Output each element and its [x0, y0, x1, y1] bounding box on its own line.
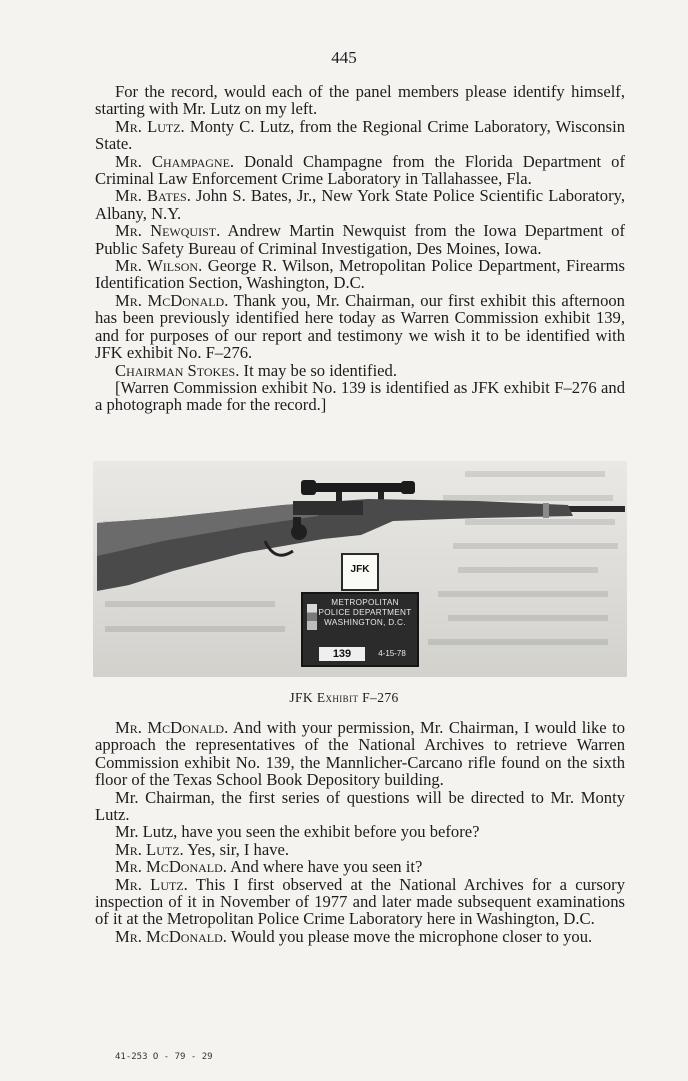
flag-icon — [307, 604, 317, 630]
paragraph-text: Would you please move the microphone closer to you. — [226, 926, 593, 946]
speaker-name: Mr. Bates. — [115, 186, 191, 206]
paragraph-text: John S. Bates, Jr., New York State Police Scientific Laboratory, Albany, N.Y. — [95, 186, 625, 223]
paragraph — [95, 789, 625, 824]
speaker-name: Mr. Champagne. — [115, 151, 235, 171]
speaker-name: Mr. Newquist. — [115, 221, 221, 241]
placard-line-3: WASHINGTON, D.C. — [324, 618, 406, 627]
placard-number: 139 — [319, 647, 365, 661]
rifle-scope — [308, 483, 408, 492]
testimony-top — [95, 83, 625, 414]
evidence-placard — [301, 592, 419, 667]
paragraph — [95, 823, 625, 840]
paragraph-text: Donald Champagne from the Florida Department of Criminal Law Enforcement Crime Laboratory in Tallahassee, Fla. — [95, 151, 625, 189]
speaker-name: Mr. McDonald. — [115, 926, 227, 946]
paragraph — [95, 928, 625, 945]
paragraph-text: Yes, sir, I have. — [183, 839, 290, 859]
speaker-name: Mr. McDonald. — [115, 290, 229, 310]
paragraph-text: Thank you, Mr. Chairman, our first exhibit this afternoon has been previously identified here today as Warren Commission exhibit 139, and for purposes of our report and testimony we wish it to be identified with JFK exhibit No. F–276. — [95, 290, 625, 363]
paragraph-text: Monty C. Lutz, from the Regional Crime Laboratory, Wisconsin State. — [95, 116, 625, 154]
photo-caption — [0, 690, 688, 706]
paragraph — [95, 858, 625, 875]
paragraph — [95, 153, 625, 188]
caption-suffix: F–276 — [358, 690, 399, 705]
speaker-name: Mr. Lutz. — [115, 116, 185, 136]
paragraph-text: George R. Wilson, Metropolitan Police Department, Firearms Identification Section, Washington, D.C. — [95, 256, 625, 293]
rifle-photograph — [93, 461, 627, 677]
placard-line-1: METROPOLITAN — [331, 598, 399, 607]
paragraph-text: [Warren Commission exhibit No. 139 is identified as JFK exhibit F–276 and a photograph made for the record.] — [95, 377, 625, 415]
speaker-name: Chairman Stokes. — [115, 360, 240, 380]
paragraph — [95, 379, 625, 414]
paragraph — [95, 719, 625, 789]
paragraph-text: Andrew Martin Newquist from the Iowa Department of Public Safety Bureau of Criminal Investigation, Des Moines, Iowa. — [95, 221, 625, 258]
paragraph-text: Mr. Lutz, have you seen the exhibit before you before? — [115, 822, 480, 842]
caption-emphasis: Exhibit — [316, 690, 359, 705]
placard-date: 4-15-78 — [378, 649, 406, 658]
print-footer: 41-253 O - 79 - 29 — [115, 1052, 213, 1062]
speaker-name: Mr. McDonald. — [115, 857, 227, 877]
paragraph-text: This I first observed at the National Archives for a cursory inspection of it in November of 1977 and later made subsequent examinations of it at the Metropolitan Police Crime Laboratory here in Washington, D.C. — [95, 874, 625, 929]
speaker-name: Mr. Lutz. — [115, 839, 184, 859]
paragraph-text: And where have you seen it? — [226, 857, 423, 877]
paragraph — [95, 187, 625, 222]
paragraph — [95, 257, 625, 292]
testimony-bottom — [95, 719, 625, 945]
jfk-tag: JFK — [341, 553, 379, 591]
paragraph-text: It may be so identified. — [239, 360, 397, 380]
paragraph-text: And with your permission, Mr. Chairman, I would like to approach the representatives of the National Archives to retrieve Warren Commission exhibit No. 139, the Mannlicher-Carcano rifle found on the sixth floor of the Texas School Book Depository building. — [95, 718, 625, 790]
caption-prefix: JFK — [289, 690, 317, 705]
paragraph — [95, 876, 625, 928]
paragraph — [95, 118, 625, 153]
paragraph — [95, 841, 625, 858]
speaker-name: Mr. McDonald. — [115, 718, 229, 737]
paragraph-text: Mr. Chairman, the first series of questions will be directed to Mr. Monty Lutz. — [95, 787, 625, 825]
speaker-name: Mr. Wilson. — [115, 256, 203, 276]
paragraph — [95, 222, 625, 257]
paragraph — [95, 292, 625, 362]
placard-line-2: POLICE DEPARTMENT — [318, 608, 412, 617]
page-number: 445 — [331, 48, 357, 67]
speaker-name: Mr. Lutz. — [115, 874, 188, 894]
paragraph-text: For the record, would each of the panel members please identify himself, starting with Mr. Lutz on my left. — [95, 82, 625, 119]
paragraph — [95, 362, 625, 379]
paragraph — [95, 83, 625, 118]
